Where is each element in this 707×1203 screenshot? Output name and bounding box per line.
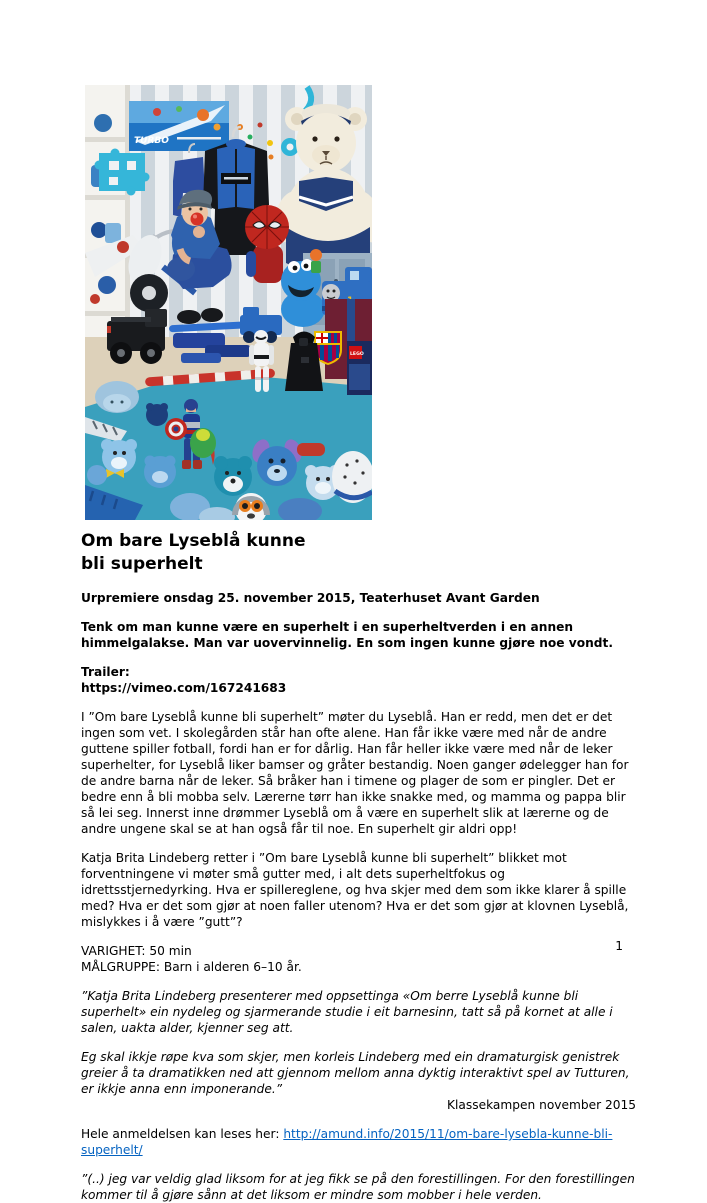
review-quote-1: ”Katja Brita Lindeberg presenterer med oppsettinga «Om berre Lyseblå kunne bli superhelt» ein nydeleg og sjarmerande studie i eit barnesinn, tatt så på kornet at alle i salen, uakta alder, kjenner seg att.: [81, 989, 613, 1035]
duration-line: VARIGHET: 50 min: [81, 944, 192, 958]
facts-block: [81, 943, 636, 975]
body-paragraph-1: I ”Om bare Lyseblå kunne bli superhelt” møter du Lyseblå. Han er redd, men det er det ingen som vet. I skolegården står han ofte alene. Han får ikke være med når de andre guttene spiller fotball, fordi han er for dårlig. Han får heller ikke være med når de leker superhelter, for Lyseblå liker bamser og gråter bestandig. Noen ganger ødelegger han for de andre barna når de leker. Så bråker han i timene og plager de som er pingler. Det er bedre enn å bli mobba selv. Lærerne tørr han ikke snakke med, og mamma og pappa blir så lei seg. Innerst inne drømmer Lyseblå om å være en superhelt slik at lærerne og de andre ungene skal se at han også får til noe. En superhelt gir aldri opp!: [81, 710, 629, 836]
lego-logo-text: LEGO: [350, 352, 364, 357]
poster-title-text: TURBO: [134, 136, 169, 146]
review-link[interactable]: http://amund.info/2015/11/om-bare-lysebla-kunne-bli-superhelt/: [81, 1127, 613, 1157]
audience-quote: ”(..) jeg var veldig glad liksom for at jeg fikk se på den forestillingen. For den forestillingen kommer til å gjøre sånn at det liksom er mindre som mobber i hele verden.: [81, 1172, 635, 1202]
quote-source: Klassekampen november 2015: [447, 1098, 636, 1112]
turbo-poster: [129, 101, 229, 151]
page-title: Om bare Lyseblå kunne bli superhelt: [81, 531, 306, 574]
toy-shelf: [85, 85, 130, 337]
puzzle-piece-decor: [95, 149, 150, 196]
review-link-label: Hele anmeldelsen kan leses her:: [81, 1127, 284, 1141]
trailer-url: https://vimeo.com/167241683: [81, 681, 287, 695]
premiere-info: Urpremiere onsdag 25. november 2015, Teaterhuset Avant Garden: [81, 591, 540, 605]
ribbon-dot-hole: [287, 144, 294, 151]
page-number: 1: [615, 939, 623, 953]
lego-box: [347, 341, 372, 395]
intro-paragraph: Tenk om man kunne være en superhelt i en superheltverden i en annen himmelgalakse. Man var uovervinnelig. En som ingen kunne gjøre noe vondt.: [81, 620, 613, 650]
production-photo: [85, 85, 372, 520]
trailer-label: Trailer:: [81, 665, 130, 679]
review-quote-2: Eg skal ikkje røpe kva som skjer, men korleis Lindeberg med ein dramaturgisk genistrek greier å ta dramatikken ned att gjennom mellom anna dyktig interaktivt spel av Tutturen, er ikkje anna enn imponerande.”: [81, 1050, 630, 1096]
body-paragraph-2: Katja Brita Lindeberg retter i ”Om bare Lyseblå kunne bli superhelt” blikket mot forventningene vi møter små gutter med, i alt dets superheltfokus og idrettsstjernedyrking. Hva er spillereglene, og hva skjer med dem som ikke klarer å spille med? Hva er det som gjør at noen faller utenom? Hva er det som gjør at klovnen Lyseblå, mislykkes i å være ”gutt”?: [81, 851, 629, 929]
review-link-paragraph: [81, 1126, 636, 1158]
trailer-block: [81, 664, 636, 696]
target-group-line: MÅLGRUPPE: Barn i alderen 6–10 år.: [81, 960, 302, 974]
